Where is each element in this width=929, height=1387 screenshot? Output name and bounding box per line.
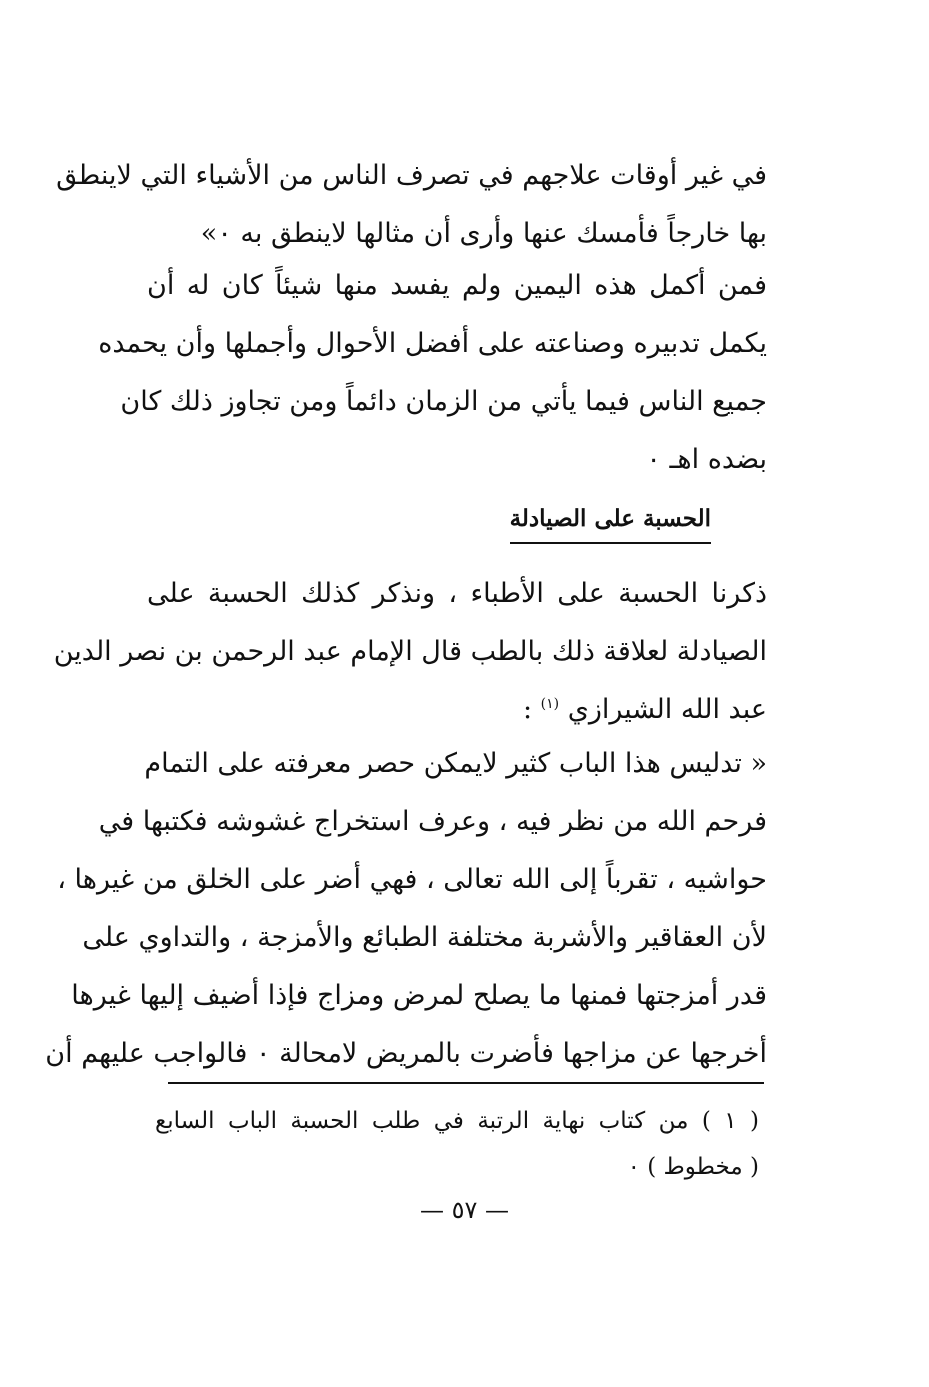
page-number: — ٥٧ —	[419, 1196, 510, 1224]
footnote-divider	[168, 1082, 764, 1084]
text-line: يكمل تدبيره وصناعته على أفضل الأحوال وأجملها وأن يحمده	[98, 328, 767, 359]
text-line: بها خارجاً فأمسك عنها وأرى أن مثالها لاينطق به ٠»	[200, 218, 767, 249]
text-line-with-footnote	[147, 681, 767, 739]
text-line: أخرجها عن مزاجها فأضرت بالمريض لامحالة ٠ فالواجب عليهم أن	[45, 1038, 767, 1069]
text-line: فمن أكمل هذه اليمين ولم يفسد منها شيئاً كان له أن	[147, 270, 767, 301]
text-line: حواشيه ، تقرباً إلى الله تعالى ، فهي أضر على الخلق من غيرها ،	[57, 864, 767, 895]
paragraph-intro	[53, 565, 767, 739]
section-heading: الحسبة على الصيادلة	[510, 500, 711, 544]
text-line: لأن العقاقير والأشربة مختلفة الطبائع والأمزجة ، والتداوي على	[82, 922, 767, 953]
text-line: « تدليس هذا الباب كثير لايمكن حصر معرفته على التمام	[144, 748, 767, 779]
text-line: جميع الناس فيما يأتي من الزمان دائماً ومن تجاوز ذلك كان	[120, 386, 767, 417]
quotation	[45, 735, 767, 1083]
author-name: عبد الله الشيرازي	[567, 694, 767, 725]
paragraph-oath-conclusion	[98, 257, 767, 489]
footnote-line: ( مخطوط ) ٠	[627, 1154, 759, 1180]
footnote	[155, 1098, 759, 1190]
text-line: بضده اهـ ٠	[646, 444, 767, 475]
paragraph-continuation	[56, 147, 767, 263]
text-line: قدر أمزجتها فمنها ما يصلح لمرض ومزاج فإذا أضيف إليها غيرها	[71, 980, 767, 1011]
text-line: في غير أوقات علاجهم في تصرف الناس من الأشياء التي لاينطق	[56, 160, 767, 191]
text-line: فرحم الله من نظر فيه ، وعرف استخراج غشوشه فكتبها في	[98, 806, 767, 837]
footnote-line: ( ١ ) من كتاب نهاية الرتبة في طلب الحسبة الباب السابع	[155, 1108, 759, 1134]
text-line: ذكرنا الحسبة على الأطباء ، ونذكر كذلك الحسبة على	[147, 578, 767, 609]
footnote-reference: (١)	[540, 696, 560, 712]
colon: :	[522, 694, 533, 725]
text-line: الصيادلة لعلاقة ذلك بالطب قال الإمام عبد الرحمن بن نصر الدين	[53, 636, 767, 667]
